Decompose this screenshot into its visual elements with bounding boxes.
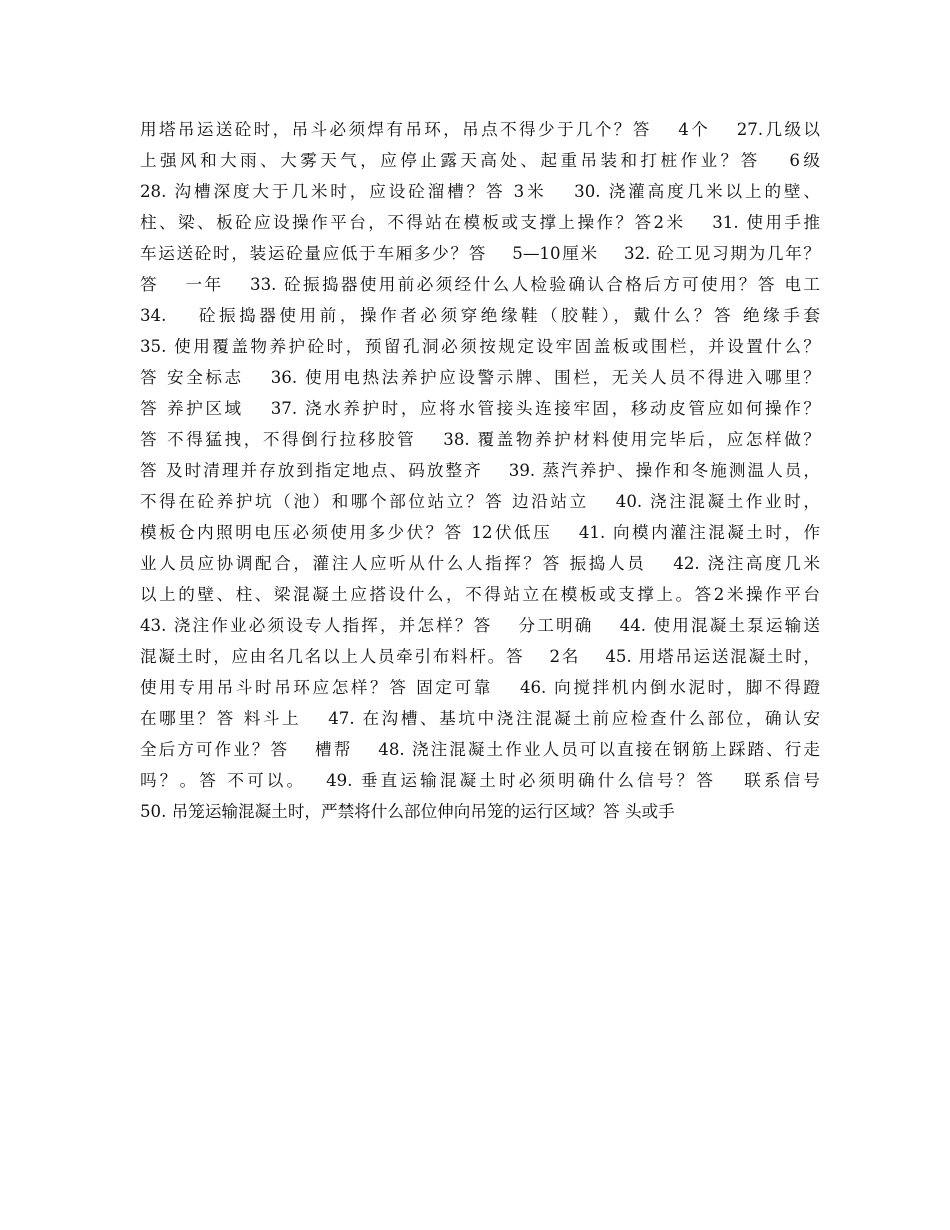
- text-line: 答 安全标志 36. 使用电热法养护应设警示牌、围栏，无关人员不得进入哪里？: [140, 368, 820, 387]
- text-line: 吗？。答 不可以。 49. 垂直运输混凝土时必须明确什么信号？答 联系信号: [140, 771, 820, 790]
- text-line: 业人员应协调配合，灌注人应听从什么人指挥？答 振捣人员 42. 浇注高度几米: [140, 554, 820, 573]
- qa-text-block: [140, 114, 820, 827]
- text-line: 28. 沟槽深度大于几米时，应设砼溜槽？答 3米 30. 浇灌高度几米以上的壁、: [140, 182, 820, 201]
- text-line: 上强风和大雨、大雾天气，应停止露天高处、起重吊装和打桩作业？答 6级: [140, 151, 820, 170]
- text-line: 35. 使用覆盖物养护砼时，预留孔洞必须按规定设牢固盖板或围栏，并设置什么？: [140, 337, 820, 356]
- text-line: 答 及时清理并存放到指定地点、码放整齐 39. 蒸汽养护、操作和冬施测温人员，: [140, 461, 820, 480]
- text-line: 全后方可作业？答 槽帮 48. 浇注混凝土作业人员可以直接在钢筋上踩踏、行走: [140, 740, 820, 759]
- text-line: 50. 吊笼运输混凝土时，严禁将什么部位伸向吊笼的运行区域？答 头或手: [140, 802, 675, 821]
- text-line: 车运送砼时，装运砼量应低于车厢多少？答 5—10厘米 32. 砼工见习期为几年？: [140, 244, 820, 263]
- text-line: 模板仓内照明电压必须使用多少伏？答 12伏低压 41. 向模内灌注混凝土时，作: [140, 523, 820, 542]
- text-line: 以上的壁、柱、梁混凝土应搭设什么，不得站立在模板或支撑上。答2米操作平台: [140, 585, 820, 604]
- text-line: 答 一年 33. 砼振捣器使用前必须经什么人检验确认合格后方可使用？答 电工: [140, 275, 820, 294]
- text-line: 在哪里？答 料斗上 47. 在沟槽、基坑中浇注混凝土前应检查什么部位，确认安: [140, 709, 820, 728]
- text-line: 混凝土时，应由名几名以上人员牵引布料杆。答 2名 45. 用塔吊运送混凝土时，: [140, 647, 820, 666]
- text-line: 34. 砼振捣器使用前，操作者必须穿绝缘鞋（胶鞋），戴什么？答 绝缘手套: [140, 306, 820, 325]
- text-line: 柱、梁、板砼应设操作平台，不得站在模板或支撑上操作？答2米 31. 使用手推: [140, 213, 820, 232]
- text-line: 不得在砼养护坑（池）和哪个部位站立？答 边沿站立 40. 浇注混凝土作业时，: [140, 492, 820, 511]
- text-line: 使用专用吊斗时吊环应怎样？答 固定可靠 46. 向搅拌机内倒水泥时，脚不得蹬: [140, 678, 820, 697]
- text-line: 答 养护区域 37. 浇水养护时，应将水管接头连接牢固，移动皮管应如何操作？: [140, 399, 820, 418]
- text-line: 43. 浇注作业必须设专人指挥，并怎样？答 分工明确 44. 使用混凝土泵运输送: [140, 616, 820, 635]
- text-line: 答 不得猛拽，不得倒行拉移胶管 38. 覆盖物养护材料使用完毕后，应怎样做？: [140, 430, 820, 449]
- text-line: 用塔吊运送砼时，吊斗必须焊有吊环，吊点不得少于几个？答 4个 27.几级以: [140, 120, 820, 139]
